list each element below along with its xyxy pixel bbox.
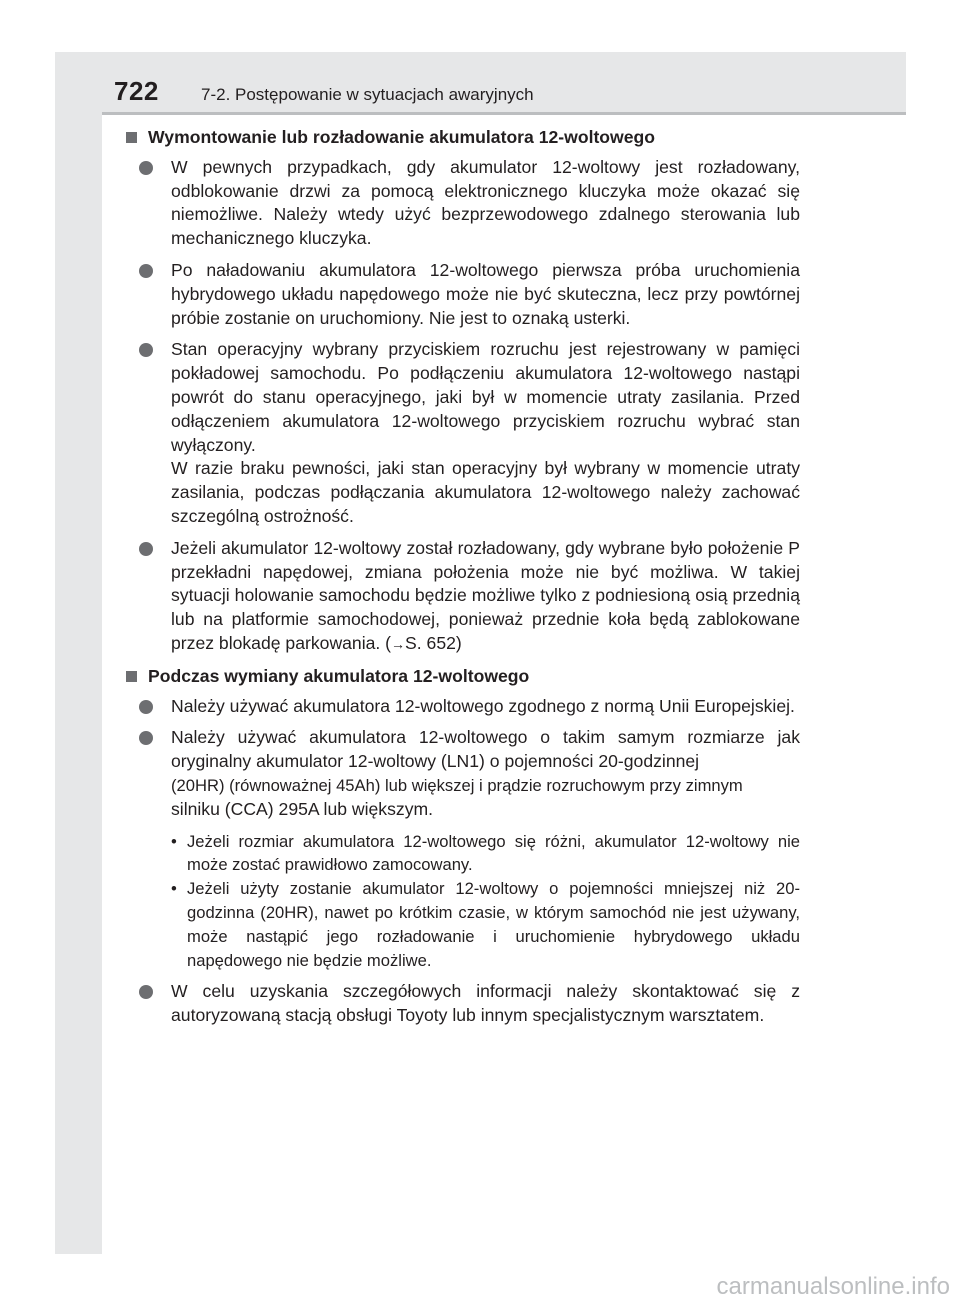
circle-bullet-icon xyxy=(139,700,153,714)
sub-item-text: Jeżeli użyty zostanie akumulator 12-woltowy o pojemności mniejszej niż 20-godzinna (20HR), nawet po krótkim czasie, w którym samochód nie jest używany, może nastąpić jego rozładowanie i uruchomienie hybrydowego układu napędowego nie będzie możliwe. xyxy=(187,879,800,970)
item-text: Należy używać akumulatora 12-woltowego zgodnego z normą Unii Europejskiej. xyxy=(171,695,795,716)
left-margin-bar xyxy=(55,52,102,1254)
item-text: W pewnych przypadkach, gdy akumulator 12-woltowy jest rozładowany, odblokowanie drzwi za pomocą elektronicznego kluczyka może okazać się niemożliwe. Należy wtedy użyć bezprzewodowego zdalnego sterowania lub mechanicznego kluczyka. xyxy=(171,156,800,249)
page-content xyxy=(125,120,800,1036)
list-item xyxy=(125,338,800,528)
sub-list-item xyxy=(125,830,800,878)
watermark: carmanualsonline.info xyxy=(716,1273,950,1300)
square-bullet-icon xyxy=(126,132,137,143)
circle-bullet-icon xyxy=(139,731,153,745)
sub-item-text: Jeżeli rozmiar akumulatora 12-woltowego się różni, akumulator 12-woltowy nie może zostać prawidłowo zamocowany. xyxy=(187,831,800,875)
square-bullet-icon xyxy=(126,671,137,682)
circle-bullet-icon xyxy=(139,985,153,999)
list-item xyxy=(125,259,800,330)
section-heading xyxy=(125,665,800,689)
header-rule xyxy=(102,112,906,115)
chapter-title: 7-2. Postępowanie w sytuacjach awaryjnych xyxy=(201,85,534,104)
list-item xyxy=(125,537,800,657)
item-text-end: silniku (CCA) 295A lub większym. xyxy=(171,798,434,819)
section-heading xyxy=(125,126,800,150)
item-text: W celu uzyskania szczegółowych informacji należy skontaktować się z autoryzowaną stacją obsługi Toyoty lub innym specjalistycznym warsztatem. xyxy=(171,981,800,1026)
small-bullet-icon: • xyxy=(171,831,177,851)
list-item xyxy=(125,726,800,821)
circle-bullet-icon xyxy=(139,264,153,278)
item-text: Po naładowaniu akumulatora 12-woltowego pierwsza próba uruchomienia hybrydowego układu napędowego może nie być skuteczna, lecz przy powtórnej próbie zostanie on uruchomiony. Nie jest to oznaką usterki. xyxy=(171,259,800,328)
small-bullet-icon: • xyxy=(171,879,177,899)
circle-bullet-icon xyxy=(139,161,153,175)
section-heading-text: Wymontowanie lub rozładowanie akumulatora 12-woltowego xyxy=(148,127,656,147)
item-text: Należy używać akumulatora 12-woltowego o takim samym rozmiarze jak oryginalny akumulator 12-woltowy (LN1) o pojemności 20-godzinnej xyxy=(171,727,800,772)
list-item xyxy=(125,980,800,1028)
item-text: Jeżeli akumulator 12-woltowy został rozładowany, gdy wybrane było położenie P przekładni napędowej, zmiana położenia może nie być możliwa. W takiej sytuacji holowanie samochodu będzie możliwe tylko z podniesioną osią przednią lub na platformie samochodowej, ponieważ przednie koła będą zablokowane przez blokadę parkowania. ( xyxy=(171,537,800,653)
sub-list-item xyxy=(125,877,800,972)
item-text-small: (20HR) (równoważnej 45Ah) lub większej i prądzie rozruchowym przy zimnym xyxy=(171,775,743,795)
section-heading-text: Podczas wymiany akumulatora 12-woltowego xyxy=(148,665,530,686)
item-text: Stan operacyjny wybrany przyciskiem rozruchu jest rejestrowany w pamięci pokładowej samochodu. Po podłączeniu akumulatora 12-woltowego nastąpi powrót do stanu operacyjnego, jaki był w momencie utraty zasilania. Przed odłączeniem akumulatora 12-woltowego przyciskiem rozruchu wybrać stan wyłączony. xyxy=(171,339,800,455)
page-reference: S. 652) xyxy=(405,632,462,653)
page-number: 722 xyxy=(114,76,159,106)
item-text-continued: W razie braku pewności, jaki stan operacyjny był wybrany w momencie utraty zasilania, podczas podłączania akumulatora 12-woltowego należy zachować szczególną ostrożność. xyxy=(171,458,800,526)
arrow-right-icon: → xyxy=(391,635,406,652)
circle-bullet-icon xyxy=(139,542,153,556)
circle-bullet-icon xyxy=(139,343,153,357)
list-item xyxy=(125,695,800,719)
list-item xyxy=(125,156,800,251)
